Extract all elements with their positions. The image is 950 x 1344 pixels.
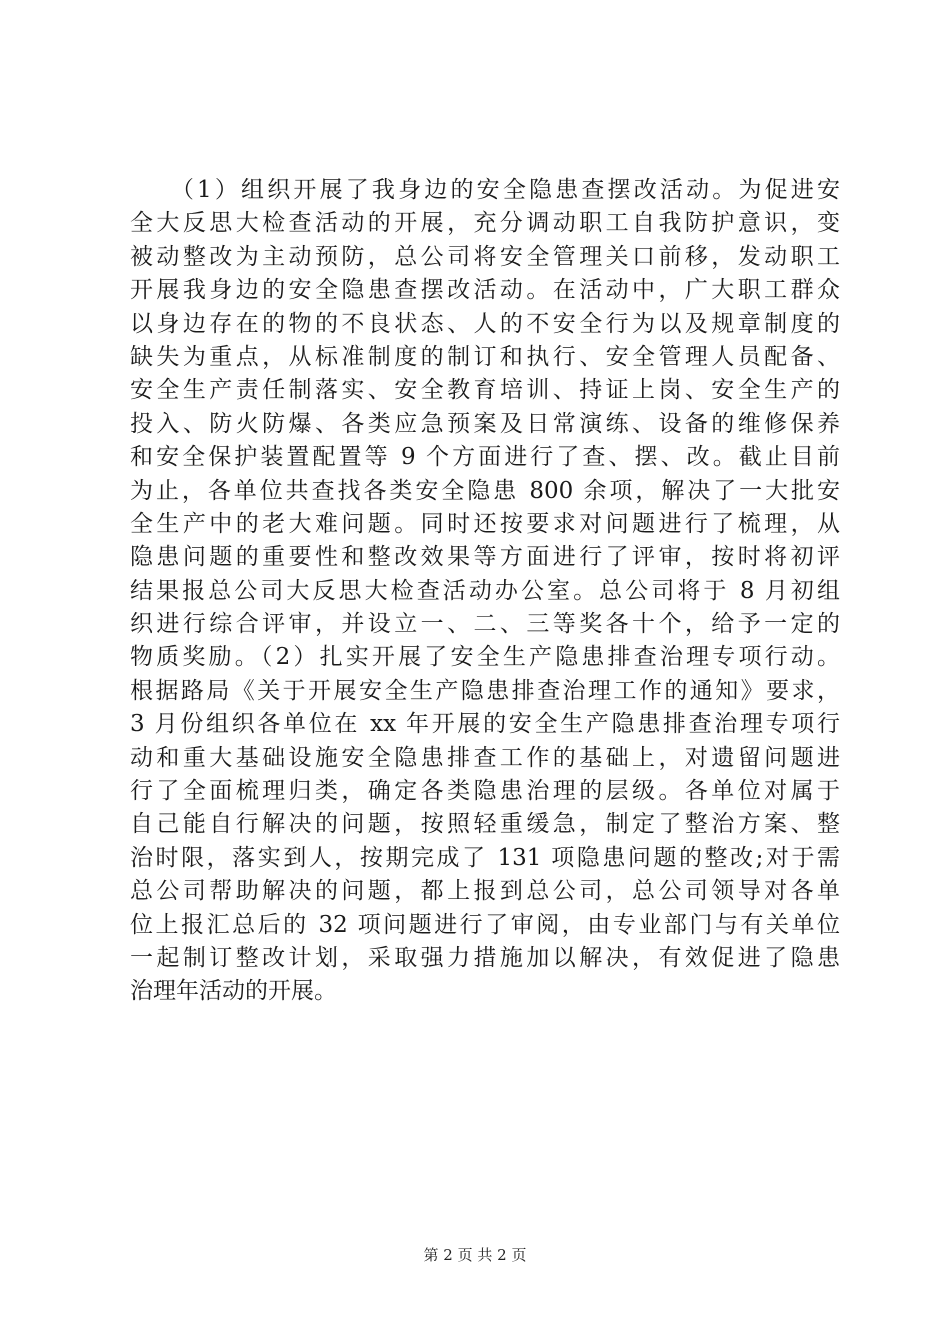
text-line: 全生产中的老大难问题。同时还按要求对问题进行了梳理，从 xyxy=(130,510,840,537)
text-line: 和安全保护装置配置等 9 个方面进行了查、摆、改。截止目前 xyxy=(130,444,840,471)
text-line: 行了全面梳理归类，确定各类隐患治理的层级。各单位对属于 xyxy=(130,778,840,805)
text-line: 结果报总公司大反思大检查活动办公室。总公司将于 8 月初组 xyxy=(130,577,840,604)
text-line: 物质奖励。（2）扎实开展了安全生产隐患排查治理专项行动。 xyxy=(130,644,840,671)
text-line: 织进行综合评审，并设立一、二、三等奖各十个，给予一定的 xyxy=(130,611,840,638)
page-number-footer: 第 2 页 共 2 页 xyxy=(423,1246,527,1264)
text-line: 总公司帮助解决的问题，都上报到总公司，总公司领导对各单 xyxy=(130,878,840,905)
text-line: 自己能自行解决的问题，按照轻重缓急，制定了整治方案、整 xyxy=(130,811,840,838)
text-line: 根据路局《关于开展安全生产隐患排查治理工作的通知》要求， xyxy=(130,677,840,704)
text-line: 缺失为重点，从标准制度的制订和执行、安全管理人员配备、 xyxy=(130,343,840,370)
text-line: 安全生产责任制落实、安全教育培训、持证上岗、安全生产的 xyxy=(130,377,840,404)
text-line: 治时限，落实到人，按期完成了 131 项隐患问题的整改;对于需 xyxy=(130,844,840,871)
text-line: 治理年活动的开展。 xyxy=(130,978,337,1005)
text-line: 一起制订整改计划，采取强力措施加以解决，有效促进了隐患 xyxy=(130,944,840,971)
text-line: 投入、防火防爆、各类应急预案及日常演练、设备的维修保养 xyxy=(130,410,840,437)
text-line: 动和重大基础设施安全隐患排查工作的基础上，对遗留问题进 xyxy=(130,744,840,771)
text-line: （1）组织开展了我身边的安全隐患查摆改活动。为促进安 xyxy=(130,177,840,203)
text-line: 位上报汇总后的 32 项问题进行了审阅，由专业部门与有关单位 xyxy=(130,911,840,938)
text-line: 以身边存在的物的不良状态、人的不安全行为以及规章制度的 xyxy=(130,310,840,337)
body-paragraph xyxy=(130,174,840,1009)
text-line: 为止，各单位共查找各类安全隐患 800 余项，解决了一大批安 xyxy=(130,477,840,504)
text-line: 隐患问题的重要性和整改效果等方面进行了评审，按时将初评 xyxy=(130,544,840,571)
text-line: 3 月份组织各单位在 xx 年开展的安全生产隐患排查治理专项行 xyxy=(130,711,840,738)
text-line: 被动整改为主动预防，总公司将安全管理关口前移，发动职工 xyxy=(130,243,840,270)
text-line: 开展我身边的安全隐患查摆改活动。在活动中，广大职工群众 xyxy=(130,277,840,304)
text-line: 全大反思大检查活动的开展，充分调动职工自我防护意识，变 xyxy=(130,210,840,237)
